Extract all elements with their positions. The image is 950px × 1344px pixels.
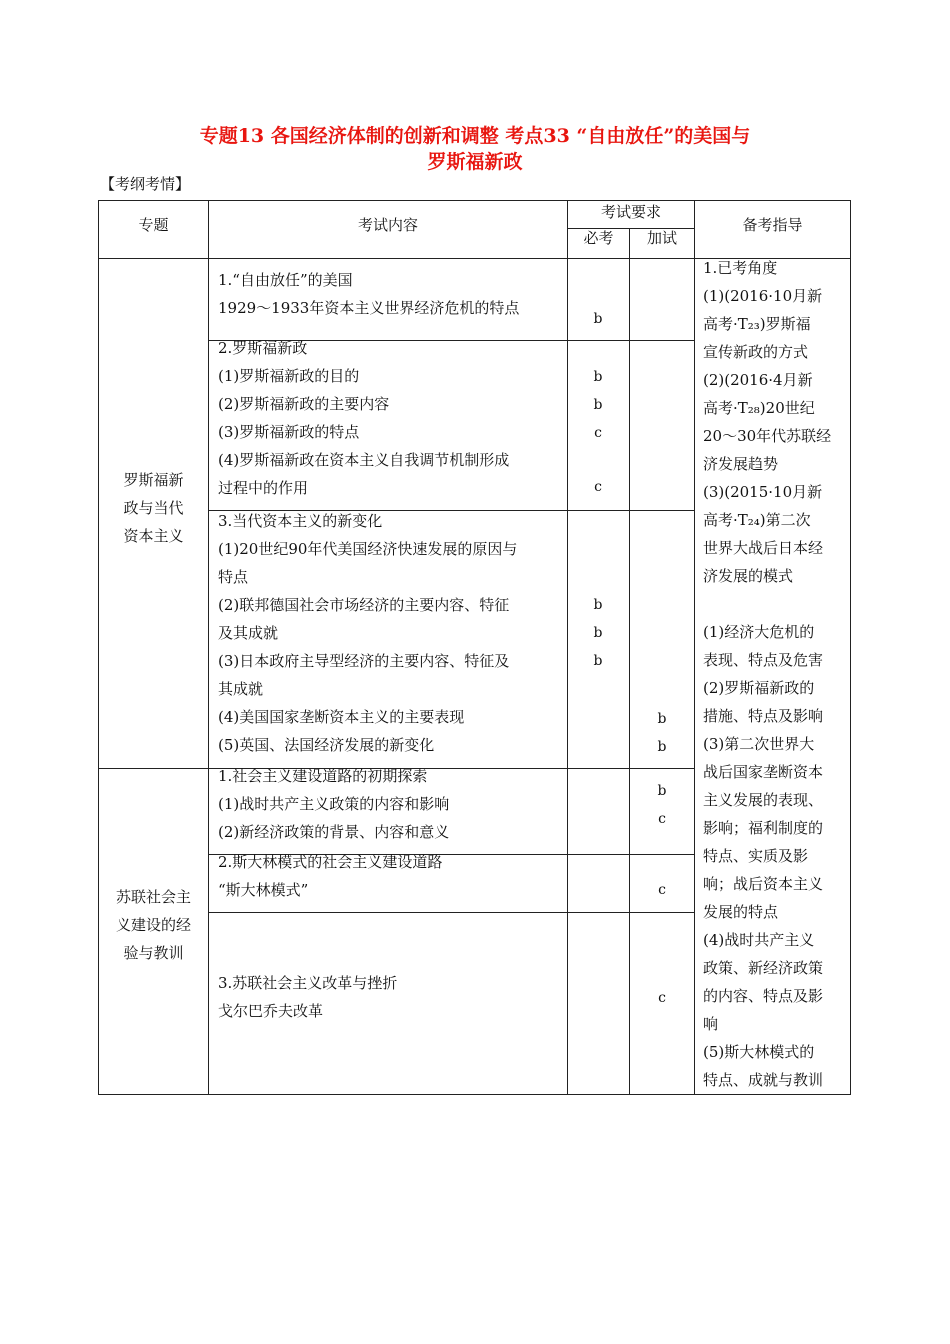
study-guide: 1.已考角度 (1)(2016·10月新 高考·T₂₃)罗斯福 宣传新政的方式 (2)(2016·4月新 高考·T₂₈)20世纪 20～30年代苏联经 济发展趋势 (3)(2015·10月新 高考·T₂₄)第二次 世界大战后日本经 济发展的模式 (1)经济大危机的 表现、特点及危害 (2)罗斯福新政的 措施、特点及影响 (3)第二次世界大 战后国家垄断资本 主义发展的表现、 影响；福利制度的 特点、实质及影 响；战后资本主义 发展的特点 (4)战时共产主义 政策、新经济政策 的内容、特点及影 响 (5)斯大林模式的 特点、成就与教训 bbox=[703, 259, 832, 1089]
level-required: c bbox=[594, 479, 602, 495]
level-extra: c bbox=[658, 882, 666, 898]
content-stalin-model: 2.斯大林模式的社会主义建设道路 “斯大林模式” bbox=[218, 853, 443, 899]
level-required: b bbox=[593, 397, 603, 413]
header-extra: 加试 bbox=[646, 229, 677, 247]
header-topic: 专题 bbox=[138, 216, 169, 234]
table-divider bbox=[629, 228, 630, 1095]
level-required: b bbox=[593, 625, 603, 641]
table-divider bbox=[208, 912, 694, 913]
topic-soviet: 苏联社会主 义建设的经 验与教训 bbox=[115, 888, 191, 962]
topic-roosevelt: 罗斯福新 政与当代 资本主义 bbox=[123, 471, 184, 545]
level-extra: b bbox=[657, 711, 667, 727]
table-divider bbox=[567, 200, 568, 1095]
page-title-line1: 专题13 各国经济体制的创新和调整 考点33 “自由放任”的美国与 bbox=[199, 125, 751, 147]
level-required: b bbox=[593, 653, 603, 669]
level-required: c bbox=[594, 425, 602, 441]
content-new-deal: 2.罗斯福新政 (1)罗斯福新政的目的 (2)罗斯福新政的主要内容 (3)罗斯福新政的特点 (4)罗斯福新政在资本主义自我调节机制形成 过程中的作用 bbox=[218, 339, 510, 497]
table-border-bottom bbox=[98, 1094, 851, 1095]
level-required: b bbox=[593, 311, 603, 327]
content-modern-capitalism: 3.当代资本主义的新变化 (1)20世纪90年代美国经济快速发展的原因与 特点 (2)联邦德国社会市场经济的主要内容、特征 及其成就 (3)日本政府主导型经济的主要内容、特征及 其成就 (4)美国国家垄断资本主义的主要表现 (5)英国、法国经济发展的新变化 bbox=[218, 512, 518, 754]
header-requirement: 考试要求 bbox=[600, 203, 661, 221]
header-required: 必考 bbox=[583, 229, 614, 247]
table-divider bbox=[694, 200, 695, 1095]
page-title-line2: 罗斯福新政 bbox=[427, 151, 523, 173]
content-early-socialism: 1.社会主义建设道路的初期探索 (1)战时共产主义政策的内容和影响 (2)新经济政策的背景、内容和意义 bbox=[218, 767, 450, 841]
section-label: 【考纲考情】 bbox=[100, 175, 191, 193]
content-soviet-reform: 3.苏联社会主义改革与挫折 戈尔巴乔夫改革 bbox=[218, 974, 398, 1020]
table-border-right bbox=[850, 200, 851, 1095]
level-extra: c bbox=[658, 990, 666, 1006]
header-content: 考试内容 bbox=[357, 216, 418, 234]
content-free-market-usa: 1.“自由放任”的美国 1929～1933年资本主义世界经济危机的特点 bbox=[218, 271, 520, 317]
level-extra: b bbox=[657, 783, 667, 799]
level-extra: c bbox=[658, 811, 666, 827]
level-required: b bbox=[593, 369, 603, 385]
table-border-top bbox=[98, 200, 851, 201]
header-guide: 备考指导 bbox=[742, 216, 803, 234]
table-divider bbox=[208, 200, 209, 1095]
level-required: b bbox=[593, 597, 603, 613]
level-extra: b bbox=[657, 739, 667, 755]
